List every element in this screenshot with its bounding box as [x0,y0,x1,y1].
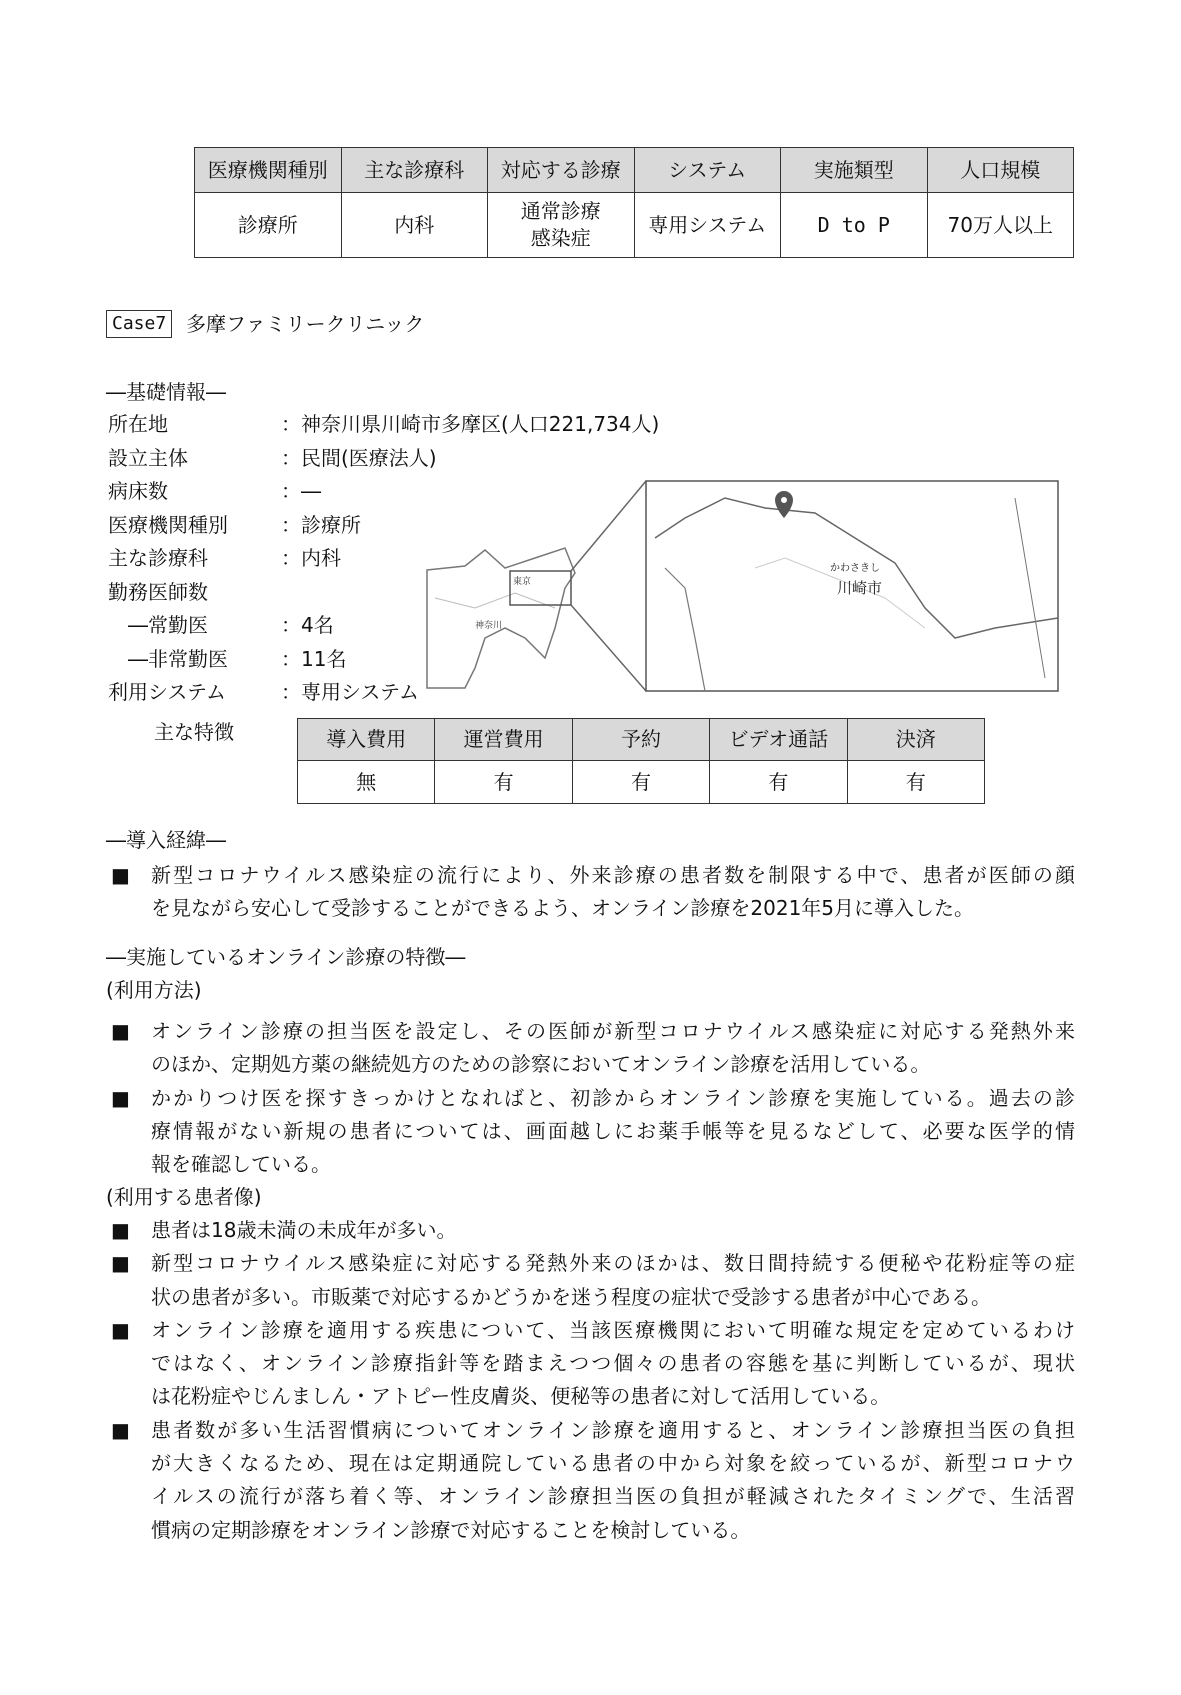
bullet-icon: ■ [111,1251,130,1276]
bullet-item [151,1216,1075,1249]
cell: D to P [781,193,928,258]
bullet-line: ではなく、オンライン診療指針等を踏まえつつ個々の患者の容態を基に判断しているが、現状 [151,1351,1075,1376]
cell: 無 [298,761,435,804]
bullet-line: を見ながら安心して受診することができるよう、オンライン診療を2021年5月に導入した。 [151,896,975,921]
header-cell: ビデオ通話 [710,719,847,761]
header-cell: 導入費用 [298,719,435,761]
bullet-line: 報を確認している。 [151,1152,331,1177]
bullet-line: 療情報がない新規の患者については、画面越しにお薬手帳等を見るなどして、必要な医学的情 [151,1118,1075,1143]
bullet-icon: ■ [111,1218,130,1242]
features-table [297,718,985,804]
bullet-item [151,1416,1075,1549]
intro-heading: ―導入経緯― [106,828,226,852]
info-label: 勤務医師数 [108,579,208,604]
bullet-icon: ■ [111,1417,130,1442]
bullet-line: は花粉症やじんましん・アトピー性皮膚炎、便秘等の患者に対して活用している。 [151,1384,891,1409]
bullet-item [151,861,1075,928]
bullet-item [151,1017,1075,1084]
usage-heading: (利用方法) [106,978,202,1002]
info-value: ：内科 [281,546,341,570]
bullet-line: のほか、定期処方薬の継続処方のための診察においてオンライン診療を活用している。 [151,1052,931,1077]
bullet-line: オンライン診療の担当医を設定し、その医師が新型コロナウイルス感染症に対応する発熱外来 [151,1019,1075,1043]
info-value: ：― [281,479,321,503]
header-cell: システム [634,148,781,193]
info-value: ：民間(医療法人) [281,445,437,470]
info-value: ：11名 [281,646,347,671]
info-label: 利用システム [108,680,226,704]
cell: 有 [572,761,709,804]
info-label: 設立主体 [108,445,188,470]
cell: 専用システム [634,193,781,258]
bullet-icon: ■ [111,863,130,887]
map-label-kanagawa: 神奈川 [475,621,503,631]
header-cell: 医療機関種別 [195,148,342,193]
cell-line: 通常診療 [520,199,601,223]
basic-info-heading: ―基礎情報― [106,380,226,404]
cell: 診療所 [195,193,342,258]
bullet-icon: ■ [111,1019,130,1043]
cell: 70万人以上 [927,193,1074,258]
patients-heading: (利用する患者像) [106,1185,262,1209]
info-label: 病床数 [108,479,168,503]
map-label-tokyo: 東京 [513,577,532,587]
info-label: 医療機関種別 [108,512,228,537]
info-value: ：4名 [281,613,334,637]
cell: 内科 [341,193,488,258]
info-value: ：神奈川県川崎市多摩区(人口221,734人) [281,412,660,436]
info-value: ：専用システム [281,680,419,704]
info-label: 所在地 [108,412,168,436]
bullet-icon: ■ [111,1317,130,1342]
info-label: ―非常勤医 [108,646,228,671]
cell [488,193,635,258]
location-map [425,478,1065,694]
case-tag: Case7 [106,310,172,338]
cell-line: 感染症 [530,226,591,250]
cell: 有 [435,761,572,804]
summary-table [194,147,1074,258]
map-city-name: 川崎市 [837,579,883,597]
bullet-line: イルスの流行が落ち着く等、オンライン診療担当医の負担が軽減されたタイミングで、生活習 [151,1484,1075,1509]
cell: 有 [847,761,984,804]
info-value: ：診療所 [281,512,361,537]
bullet-line: かかりつけ医を探すきっかけとなればと、初診からオンライン診療を実施している。過去の診 [151,1085,1075,1110]
header-cell: 実施類型 [781,148,928,193]
bullet-line: 患者数が多い生活習慣病についてオンライン診療を適用すると、オンライン診療担当医の負担 [151,1417,1075,1442]
features-label: 主な特徴 [154,720,234,744]
bullet-line: 患者は18歳未満の未成年が多い。 [151,1218,457,1242]
bullet-line: 新型コロナウイルス感染症の流行により、外来診療の患者数を制限する中で、患者が医師の顔 [151,863,1075,887]
header-cell: 予約 [572,719,709,761]
bullet-icon: ■ [111,1085,130,1110]
header-cell: 対応する診療 [488,148,635,193]
detail-map [646,481,1058,691]
map-reading: かわさきし [830,563,880,574]
features-heading: ―実施しているオンライン診療の特徴― [106,945,466,969]
bullet-line: が大きくなるため、現在は定期通院している患者の中から対象を絞っているが、新型コロナウ [151,1451,1075,1476]
info-label: 主な診療科 [108,546,208,570]
header-cell: 決済 [847,719,984,761]
bullet-line: オンライン診療を適用する疾患について、当該医療機関において明確な規定を定めているわけ [151,1317,1075,1342]
bullet-item [151,1316,1075,1416]
small-map [427,481,646,691]
cell: 有 [710,761,847,804]
bullet-item [151,1249,1075,1316]
info-label: ―常勤医 [108,613,208,637]
header-cell: 運営費用 [435,719,572,761]
header-cell: 主な診療科 [341,148,488,193]
case-title: 多摩ファミリークリニック [186,312,425,336]
header-cell: 人口規模 [927,148,1074,193]
bullet-line: 新型コロナウイルス感染症に対応する発熱外来のほかは、数日間持続する便秘や花粉症等の症 [151,1251,1075,1276]
bullet-line: 慣病の定期診療をオンライン診療で対応することを検討している。 [151,1517,751,1542]
bullet-line: 状の患者が多い。市販薬で対応するかどうかを迷う程度の症状で受診する患者が中心である。 [151,1284,991,1309]
bullet-item [151,1084,1075,1184]
